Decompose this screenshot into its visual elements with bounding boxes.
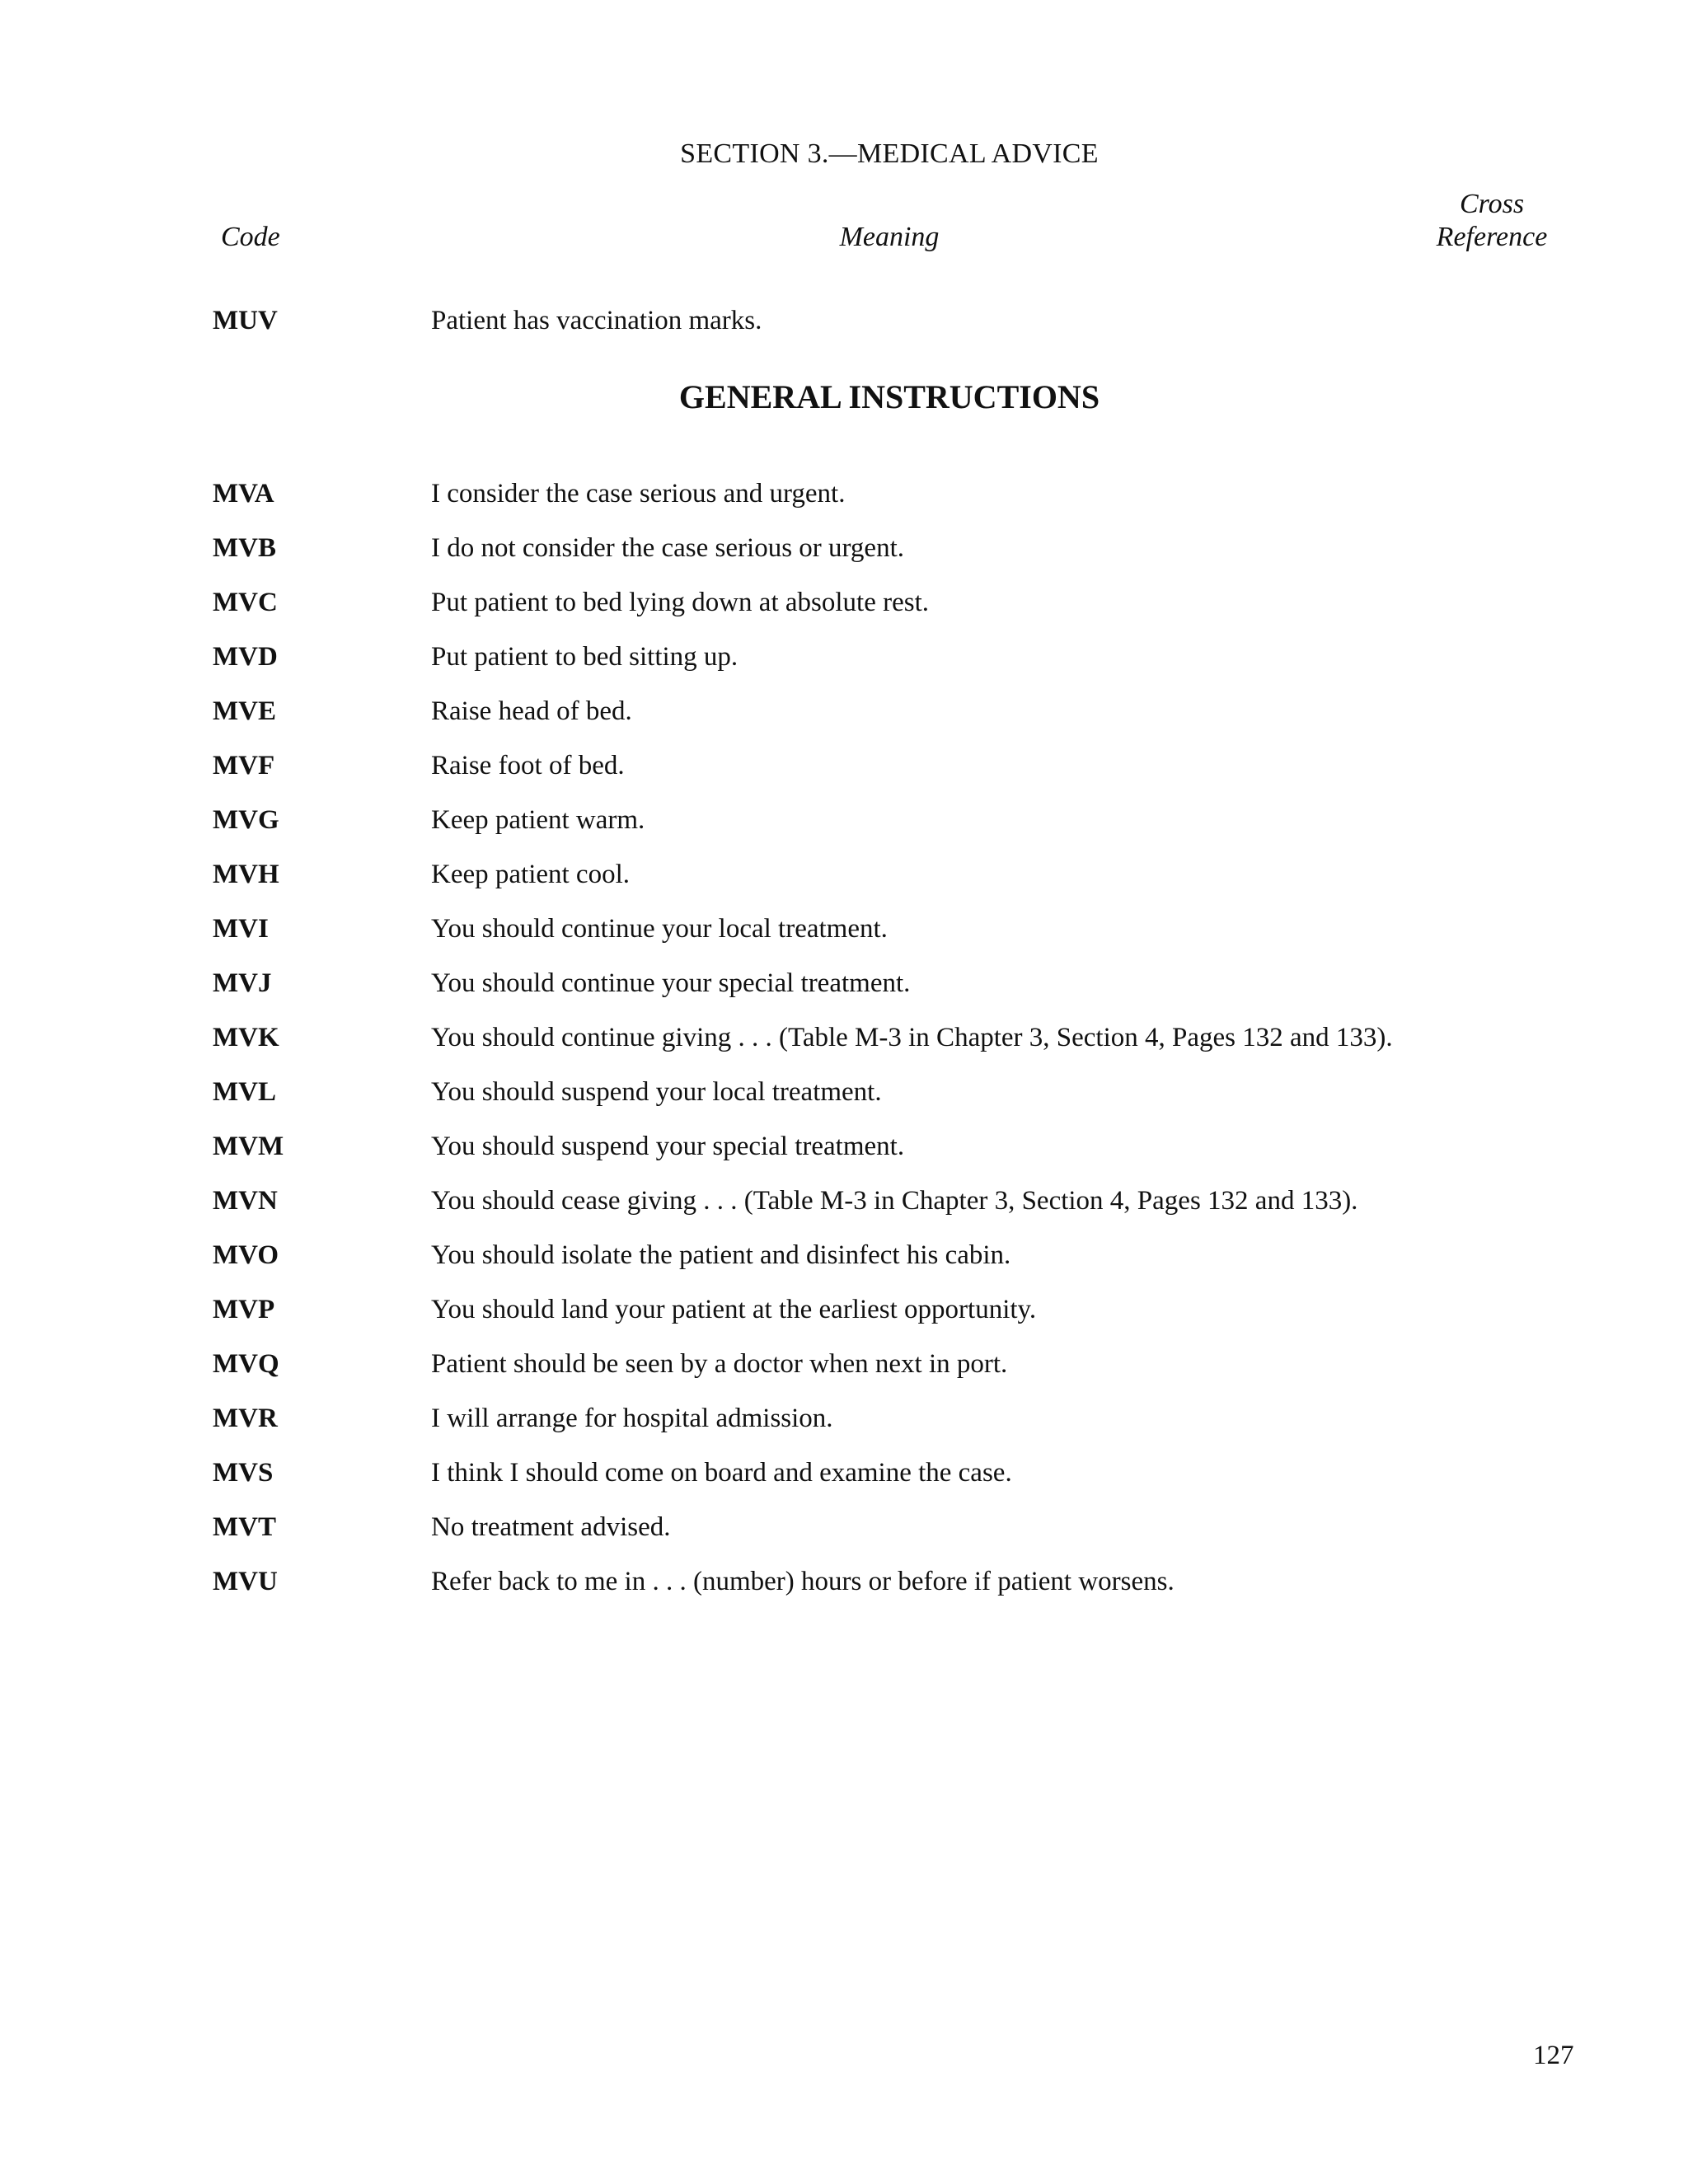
code: MVA (213, 479, 274, 509)
meaning: Patient should be seen by a doctor when next in port. (431, 1349, 1008, 1379)
meaning: You should continue your local treatment. (431, 914, 888, 944)
meaning: Put patient to bed lying down at absolute rest. (431, 588, 929, 617)
code: MVG (213, 805, 279, 835)
code-row-mvo (0, 1232, 1688, 1278)
code: MVC (213, 588, 278, 617)
column-header-meaning: Meaning (839, 222, 940, 252)
column-header-cross-reference (1401, 188, 1582, 254)
code: MVI (213, 914, 269, 944)
code: MVR (213, 1404, 278, 1433)
code: MVF (213, 751, 275, 780)
code-row-mvd (0, 634, 1688, 680)
meaning: Raise head of bed. (431, 696, 632, 726)
meaning: I consider the case serious and urgent. (431, 479, 846, 509)
code: MVO (213, 1240, 279, 1270)
code: MVD (213, 642, 278, 672)
column-header-code: Code (221, 222, 280, 252)
code: MVN (213, 1186, 278, 1216)
code-row-mve (0, 688, 1688, 734)
meaning: You should suspend your local treatment. (431, 1077, 882, 1107)
code-row-mvb (0, 525, 1688, 571)
code-row-mvr (0, 1395, 1688, 1441)
code-row-mvk (0, 1015, 1688, 1061)
code-row-mvi (0, 906, 1688, 952)
code-row-muv (0, 298, 1688, 344)
code-row-mvu (0, 1558, 1688, 1605)
code-row-mvp (0, 1286, 1688, 1333)
code-row-mvn (0, 1178, 1688, 1224)
code: MVB (213, 533, 276, 563)
cross-reference-line-2: Reference (1436, 222, 1548, 252)
meaning: Keep patient cool. (431, 860, 630, 889)
code: MVE (213, 696, 276, 726)
meaning: I will arrange for hospital admission. (431, 1404, 833, 1433)
subheading: GENERAL INSTRUCTIONS (678, 378, 1100, 415)
code: MVJ (213, 968, 272, 998)
page-number: 127 (1533, 2041, 1574, 2070)
code-row-mvj (0, 960, 1688, 1006)
meaning: Keep patient warm. (431, 805, 645, 835)
meaning: Patient has vaccination marks. (431, 306, 762, 335)
code-row-mvc (0, 579, 1688, 626)
code-row-mvh (0, 851, 1688, 898)
code: MVH (213, 860, 279, 889)
cross-reference-line-1: Cross (1459, 189, 1525, 219)
code: MUV (213, 306, 278, 335)
meaning: You should land your patient at the earliest opportunity. (431, 1295, 1037, 1324)
meaning: I do not consider the case serious or urgent. (431, 533, 904, 563)
code-row-mvg (0, 797, 1688, 843)
meaning: You should continue your special treatment. (431, 968, 911, 998)
meaning: No treatment advised. (431, 1512, 671, 1542)
code-row-mvq (0, 1341, 1688, 1387)
code-row-mvm (0, 1123, 1688, 1169)
code: MVU (213, 1567, 278, 1596)
code-row-mva (0, 471, 1688, 517)
code-row-mvs (0, 1450, 1688, 1496)
meaning: You should suspend your special treatment. (431, 1132, 905, 1161)
code-row-mvl (0, 1069, 1688, 1115)
section-title: SECTION 3.—MEDICAL ADVICE (680, 138, 1099, 169)
meaning: I think I should come on board and examine the case. (431, 1458, 1012, 1488)
meaning: Raise foot of bed. (431, 751, 625, 780)
meaning: Put patient to bed sitting up. (431, 642, 738, 672)
code: MVP (213, 1295, 275, 1324)
code-row-mvt (0, 1504, 1688, 1550)
code: MVS (213, 1458, 274, 1488)
meaning: You should cease giving . . . (Table M-3 in Chapter 3, Section 4, Pages 132 and 133). (431, 1186, 1358, 1216)
code: MVK (213, 1023, 279, 1052)
code: MVT (213, 1512, 276, 1542)
code: MVQ (213, 1349, 279, 1379)
code-row-mvf (0, 743, 1688, 789)
meaning: You should continue giving . . . (Table M-3 in Chapter 3, Section 4, Pages 132 and 133). (431, 1023, 1393, 1052)
meaning: You should isolate the patient and disinfect his cabin. (431, 1240, 1011, 1270)
code: MVM (213, 1132, 284, 1161)
meaning: Refer back to me in . . . (number) hours or before if patient worsens. (431, 1567, 1175, 1596)
code: MVL (213, 1077, 276, 1107)
